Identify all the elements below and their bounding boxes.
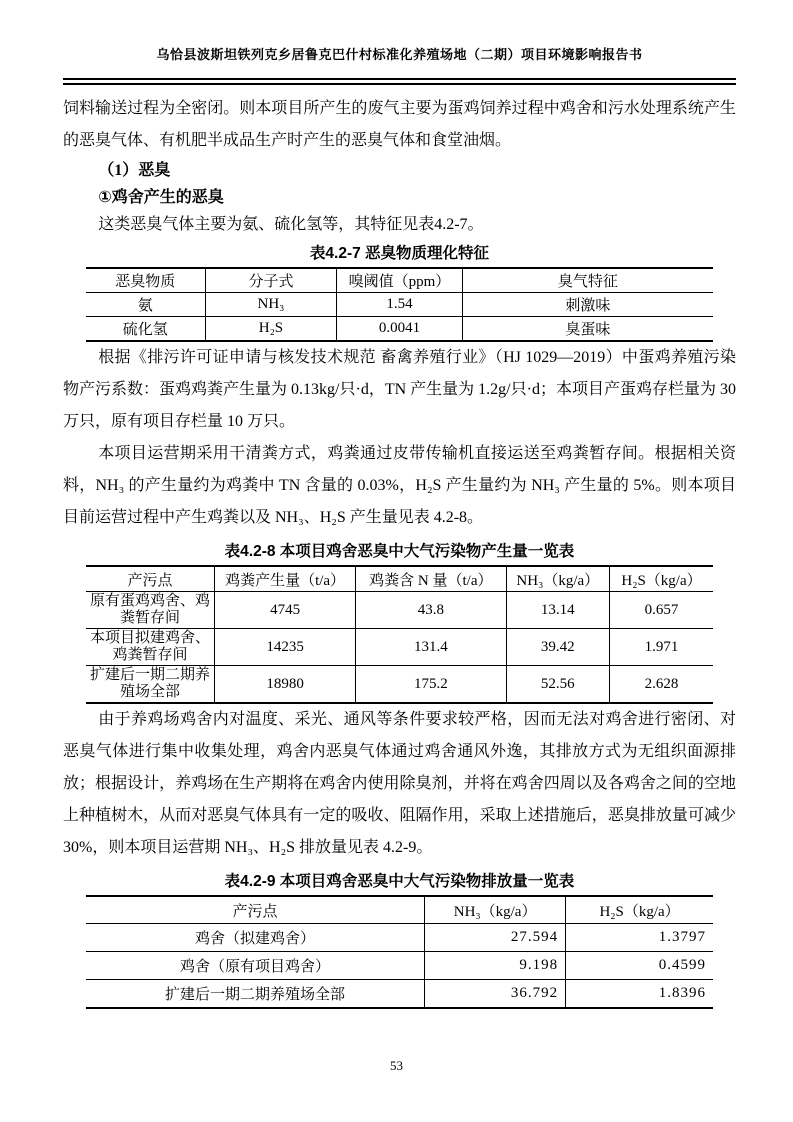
table-cell: 1.54: [337, 293, 462, 317]
page-content: [63, 0, 736, 1009]
table-row: [86, 592, 713, 629]
table-cell: 氨: [86, 293, 205, 317]
table-odor-generation: [86, 565, 713, 704]
table-row: [86, 666, 713, 704]
table-caption: 表4.2-7 恶臭物质理化特征: [309, 245, 490, 262]
table-cell: 43.8: [356, 592, 506, 629]
table-cell: 9.198: [425, 952, 566, 980]
table-cell: 1.971: [610, 629, 713, 666]
table-odor-characteristics: [86, 267, 713, 342]
table-cell: 2.628: [610, 666, 713, 704]
table-cell: 原有蛋鸡鸡舍、鸡粪暂存间: [86, 592, 215, 629]
table-cell: 硫化氢: [86, 317, 205, 342]
table-cell: 0.0041: [337, 317, 462, 342]
table-cell: NH₃: [205, 293, 337, 317]
table-header-cell: 产污点: [86, 896, 425, 924]
table-cell: 131.4: [356, 629, 506, 666]
table-header-cell: H₂S（kg/a）: [566, 896, 713, 924]
table-cell: 刺激味: [462, 293, 713, 317]
table-row: [86, 293, 713, 317]
paragraph: 饲料输送过程为全密闭。则本项目所产生的废气主要为蛋鸡饲养过程中鸡舍和污水处理系统产生的恶臭气体、有机肥半成品生产时产生的恶臭气体和食堂油烟。: [63, 100, 736, 149]
table-header-cell: 分子式: [205, 268, 337, 293]
table-cell: 1.3797: [566, 924, 713, 952]
table-cell: 扩建后一期二期养殖场全部: [86, 666, 215, 704]
table-header-cell: 臭气特征: [462, 268, 713, 293]
paragraph: 由于养鸡场鸡舍内对温度、采光、通风等条件要求较严格，因而无法对鸡舍进行密闭、对恶臭气体进行集中收集处理，鸡舍内恶臭气体通过鸡舍通风外逸，其排放方式为无组织面源排放；根据设计，养鸡场在生产期将在鸡舍内使用除臭剂，并将在鸡舍四周以及各鸡舍之间的空地上种植树木，从而对恶臭气体具有一定的吸收、阻隔作用，采取上述措施后，恶臭排放量可减少 30%，则本项目运营期 NH₃、H₂S 排放量见表 4.2-9。: [63, 711, 736, 856]
table-cell: 1.8396: [566, 980, 713, 1009]
table-odor-emission: [86, 895, 713, 1009]
table-header-cell: NH₃（kg/a）: [425, 896, 566, 924]
table-cell: 27.594: [425, 924, 566, 952]
table-cell: H₂S: [205, 317, 337, 342]
table-header-cell: 恶臭物质: [86, 268, 205, 293]
table-header-row: [86, 896, 713, 924]
table-cell: 本项目拟建鸡舍、鸡粪暂存间: [86, 629, 215, 666]
table-cell: 鸡舍（原有项目鸡舍）: [86, 952, 425, 980]
table-header-cell: 产污点: [86, 566, 215, 592]
table-cell: 36.792: [425, 980, 566, 1009]
table-cell: 0.4599: [566, 952, 713, 980]
table-cell: 14235: [215, 629, 356, 666]
section-heading: （1）恶臭: [98, 162, 171, 179]
table-row: [86, 980, 713, 1009]
table-header-row: [86, 566, 713, 592]
paragraph: 这类恶臭气体主要为氨、硫化氢等，其特征见表4.2-7。: [98, 216, 484, 233]
table-header-cell: 嗅阈值（ppm）: [337, 268, 462, 293]
table-header-cell: NH₃（kg/a）: [506, 566, 609, 592]
table-cell: 0.657: [610, 592, 713, 629]
paragraph: 根据《排污许可证申请与核发技术规范 畜禽养殖行业》（HJ 1029—2019）中蛋鸡养殖污染物产污系数：蛋鸡鸡粪产生量为 0.13kg/只·d，TN 产生量为 1.2g/只·d；本项目产蛋鸡存栏量为 30 万只，原有项目存栏量 10 万只。: [63, 349, 736, 430]
table-cell: 18980: [215, 666, 356, 704]
running-header: 乌恰县波斯坦铁列克乡居鲁克巴什村标准化养殖场地（二期）项目环境影响报告书: [156, 47, 643, 62]
table-row: [86, 924, 713, 952]
table-cell: 52.56: [506, 666, 609, 704]
page-number: 53: [390, 1058, 403, 1073]
table-header-cell: 鸡粪含 N 量（t/a）: [356, 566, 506, 592]
table-cell: 鸡舍（拟建鸡舍）: [86, 924, 425, 952]
table-caption: 表4.2-8 本项目鸡舍恶臭中大气污染物产生量一览表: [224, 543, 575, 560]
table-cell: 4745: [215, 592, 356, 629]
table-cell: 臭蛋味: [462, 317, 713, 342]
subsection-heading: ①鸡舍产生的恶臭: [98, 189, 224, 206]
paragraph: 本项目运营期采用干清粪方式，鸡粪通过皮带传输机直接运送至鸡粪暂存间。根据相关资料，NH₃ 的产生量约为鸡粪中 TN 含量的 0.03%，H₂S 产生量约为 NH₃ 产生量的 5%。则本项目目前运营过程中产生鸡粪以及 NH₃、H₂S 产生量见表 4.2-8。: [63, 445, 736, 526]
table-cell: 13.14: [506, 592, 609, 629]
table-cell: 175.2: [356, 666, 506, 704]
header-divider: [63, 78, 736, 85]
table-cell: 扩建后一期二期养殖场全部: [86, 980, 425, 1009]
table-row: [86, 317, 713, 342]
table-row: [86, 629, 713, 666]
table-row: [86, 952, 713, 980]
table-header-row: [86, 268, 713, 293]
table-cell: 39.42: [506, 629, 609, 666]
table-caption: 表4.2-9 本项目鸡舍恶臭中大气污染物排放量一览表: [224, 873, 575, 890]
table-header-cell: 鸡粪产生量（t/a）: [215, 566, 356, 592]
table-header-cell: H₂S（kg/a）: [610, 566, 713, 592]
